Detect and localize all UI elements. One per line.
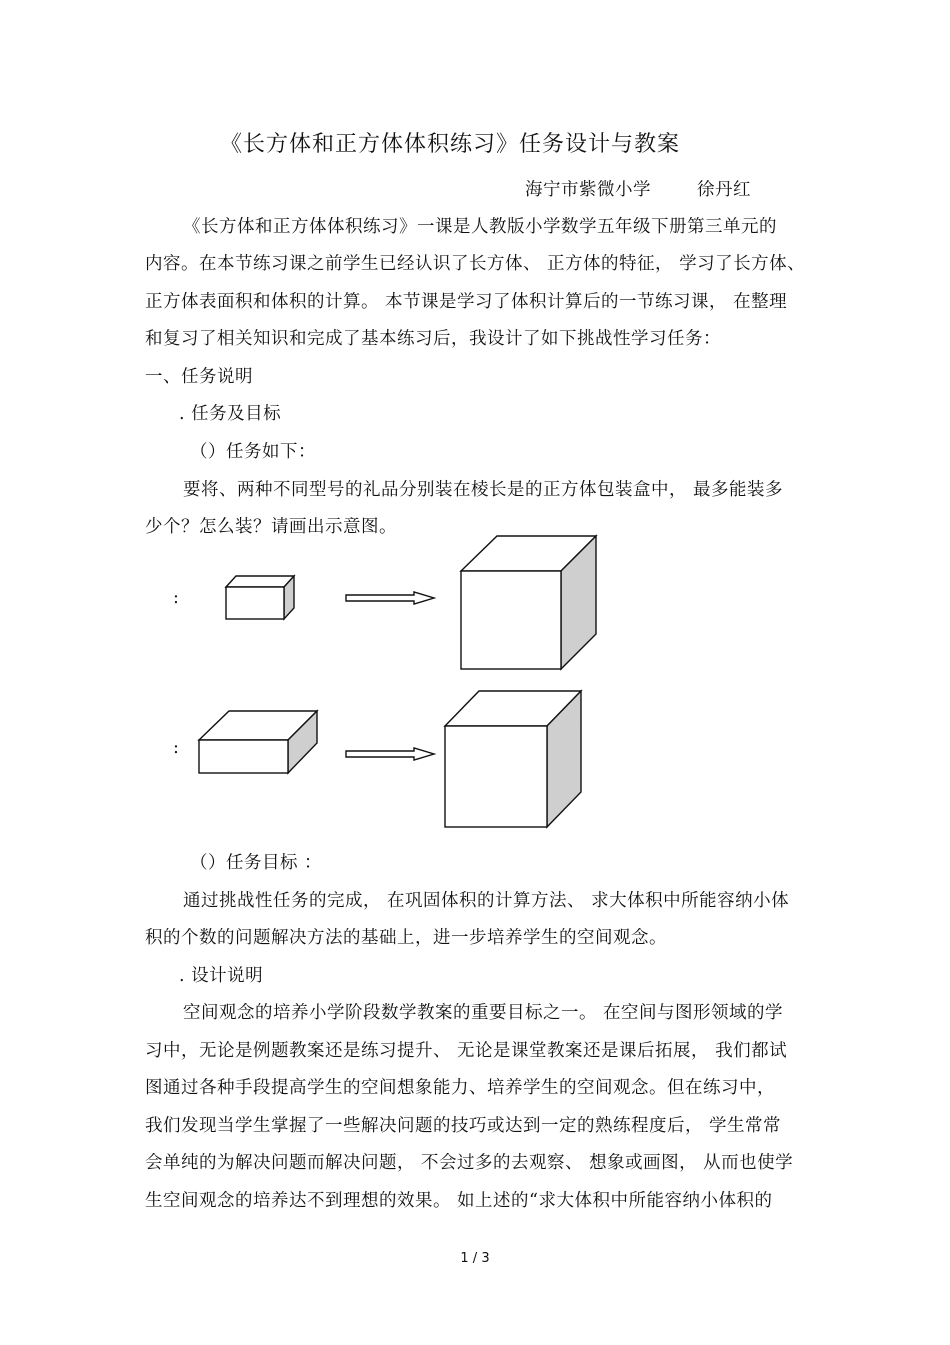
design-line-3: 图通过各种手段提高学生的空间想象能力、培养学生的空间观念。但在练习中， bbox=[145, 1078, 775, 1098]
subsection-heading-design: . 设计说明 bbox=[179, 966, 264, 986]
design-line-4: 我们发现当学生掌握了一些解决问题的技巧或达到一定的熟练程度后， 学生常常 bbox=[145, 1116, 782, 1136]
subsection-heading-tasks-goals: . 任务及目标 bbox=[179, 404, 282, 424]
arrow-b-icon bbox=[346, 748, 434, 760]
design-line-6: 生空间观念的培养达不到理想的效果。 如上述的“求大体积中所能容纳小体积的 bbox=[145, 1191, 773, 1211]
intro-line-1: 《长方体和正方体体积练习》一课是人教版小学数学五年级下册第三单元的 bbox=[183, 217, 777, 237]
large-cube-b bbox=[445, 691, 581, 827]
goals-heading: （）任务目标 ： bbox=[190, 853, 323, 873]
figure-label-b: : bbox=[173, 738, 180, 758]
school-name: 海宁市紫微小学 bbox=[525, 180, 651, 200]
intro-line-2: 内容。在本节练习课之前学生已经认识了长方体、 正方体的特征， 学习了长方体、 bbox=[145, 254, 806, 274]
page-number: 1 / 3 bbox=[460, 1251, 490, 1266]
design-line-2: 习中，无论是例题教案还是练习提升、 无论是课堂教案还是课后拓展， 我们都试 bbox=[145, 1041, 788, 1061]
document-title: 《长方体和正方体体积练习》任务设计与教案 bbox=[219, 132, 680, 157]
arrow-a-icon bbox=[346, 592, 434, 604]
small-cuboid-a bbox=[226, 576, 294, 619]
design-line-1: 空间观念的培养小学阶段数学教案的重要目标之一。 在空间与图形领域的学 bbox=[183, 1003, 784, 1023]
intro-line-3: 正方体表面积和体积的计算。 本节课是学习了体积计算后的一节练习课， 在整理 bbox=[145, 292, 788, 312]
tasks-line-1: 要将、两种不同型号的礼品分别装在棱长是的正方体包装盒中， 最多能装多 bbox=[183, 480, 784, 500]
design-line-5: 会单纯的为解决问题而解决问题， 不会过多的去观察、 想象或画图， 从而也使学 bbox=[145, 1153, 794, 1173]
small-cuboid-b bbox=[199, 711, 317, 773]
goals-line-2: 积的个数的问题解决方法的基础上，进一步培养学生的空间观念。 bbox=[145, 928, 667, 948]
section-heading-1: 一、任务说明 bbox=[145, 367, 253, 387]
large-cube-a bbox=[461, 536, 596, 669]
tasks-heading: （）任务如下： bbox=[190, 442, 316, 462]
goals-line-1: 通过挑战性任务的完成， 在巩固体积的计算方法、 求大体积中所能容纳小体 bbox=[183, 891, 790, 911]
intro-line-4: 和复习了相关知识和完成了基本练习后，我设计了如下挑战性学习任务： bbox=[145, 329, 721, 349]
author-name: 徐丹红 bbox=[697, 180, 751, 200]
tasks-line-2: 少个？怎么装？请画出示意图。 bbox=[145, 517, 397, 537]
figure-label-a: : bbox=[173, 588, 180, 608]
